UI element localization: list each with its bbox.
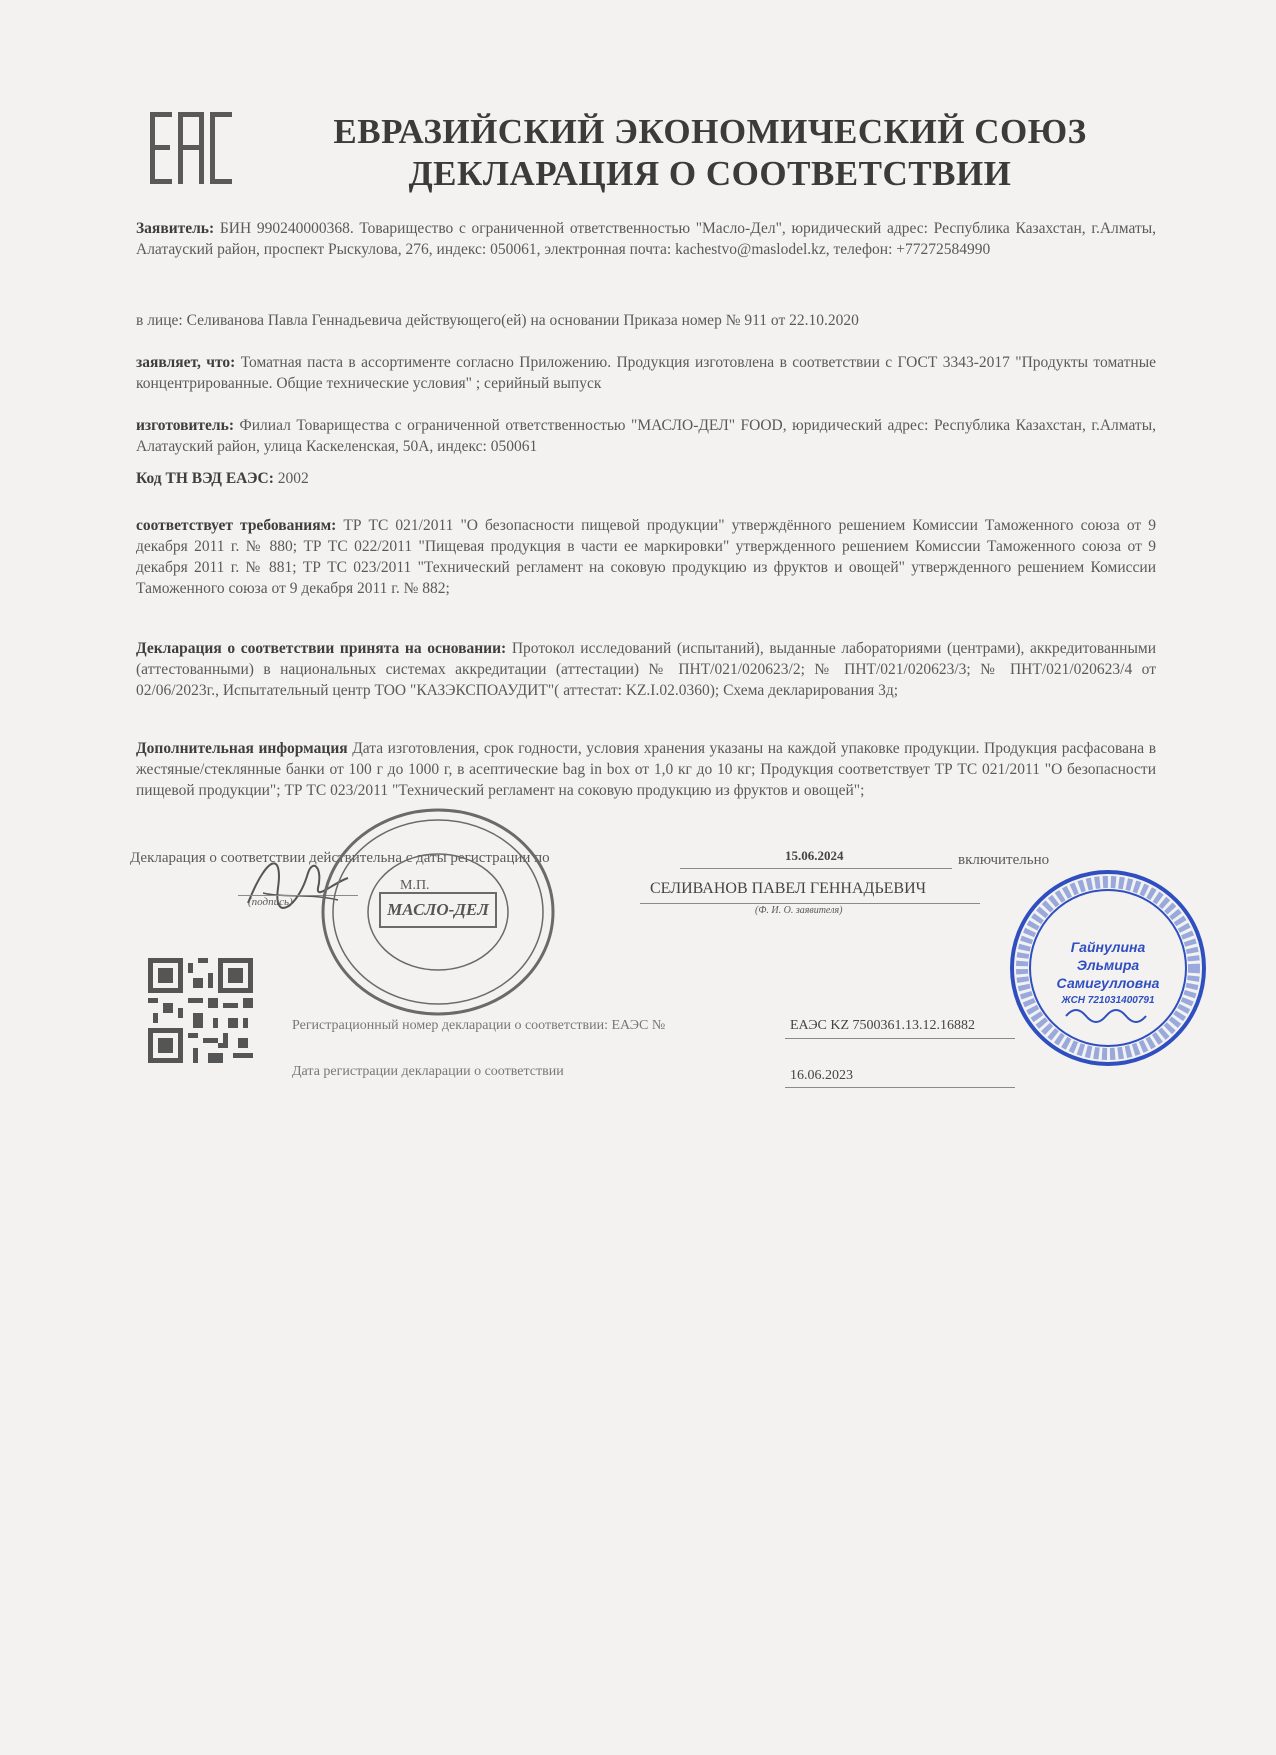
manufacturer-paragraph xyxy=(136,415,1156,457)
validity-prefix: Декларация о соответствии действительна с даты регистрации по xyxy=(130,850,550,866)
additional-text: Дата изготовления, срок годности, условия хранения указаны на каждой упаковке продукции. Продукция расфасована в жестяные/стеклянные банки от 100 г до 1000 г, в асептические bag in box от 1,0 кг до 10 кг; Продукция соответствует ТР ТС 021/2011 "О безопасности пищевой продукции"; ТР ТС 023/2011 "Технический регламент на соковую продукцию из фруктов и овощей"; xyxy=(136,740,1157,799)
compliance-paragraph xyxy=(136,515,1156,599)
qr-code-icon xyxy=(148,958,253,1063)
hs-code-value: 2002 xyxy=(277,470,309,487)
registration-number: ЕАЭС KZ 7500361.13.12.16882 xyxy=(790,1018,976,1033)
hs-code-label: Код ТН ВЭД ЕАЭС: xyxy=(136,470,274,487)
manufacturer-text: Филиал Товарищества с ограниченной ответственностью "МАСЛО-ДЕЛ" FOOD, юридический адрес: Республика Казахстан, г.Алматы, Алатауский район, улица Каскеленская, 50А, индекс: 050061 xyxy=(136,417,1156,455)
additional-paragraph xyxy=(136,738,1156,801)
applicant-text: БИН 990240000368. Товарищество с ограниченной ответственностью "Масло-Дел", юридический адрес: Республика Казахстан, г.Алматы, Алатауский район, проспект Рыскулова, 276, индекс: 050061, электронная почта: kachestvo@maslodel.kz, телефон: +77272584990 xyxy=(136,220,1157,258)
applicant-paragraph xyxy=(136,218,1156,260)
registration-number-label: Регистрационный номер декларации о соответствии: ЕАЭС № xyxy=(292,1018,666,1033)
notary-name-line1: Гайнулина xyxy=(1070,939,1146,955)
compliance-label: соответствует требованиям: xyxy=(136,517,337,534)
compliance-text: ТР ТС 021/2011 "О безопасности пищевой продукции" утверждённого решением Комиссии Таможенного союза от 9 декабря 2011 г. № 880; ТР ТС 022/2011 "Пищевая продукция в части ее маркировки" утвержденного решением Комиссии Таможенного союза от 9 декабря 2011 г. № 881; ТР ТС 023/2011 "Технический регламент на соковую продукцию из фруктов и овощей" утвержденного решением Комиссии Таможенного союза от 9 декабря 2011 г. № 882; xyxy=(136,517,1156,597)
basis-paragraph xyxy=(136,638,1156,701)
registration-date: 16.06.2023 xyxy=(790,1068,853,1083)
signer-name: СЕЛИВАНОВ ПАВЕЛ ГЕННАДЬЕВИЧ xyxy=(650,880,927,897)
signature-caption: (подпись) xyxy=(248,896,293,908)
company-seal xyxy=(318,805,558,1020)
declares-paragraph xyxy=(136,352,1156,394)
registration-date-label: Дата регистрации декларации о соответствии xyxy=(292,1064,564,1079)
represented-paragraph xyxy=(136,310,1156,331)
mp-label: М.П. xyxy=(400,878,430,893)
additional-label: Дополнительная информация xyxy=(136,740,348,757)
eac-logo-icon xyxy=(148,108,234,188)
manufacturer-label: изготовитель: xyxy=(136,417,234,434)
basis-label: Декларация о соответствии принята на основании: xyxy=(136,640,507,657)
declares-text: Томатная паста в ассортименте согласно Приложению. Продукция изготовлена в соответствии с ГОСТ 3343-2017 "Продукты томатные концентрированные. Общие технические условия" ; серийный выпуск xyxy=(136,354,1156,392)
declares-label: заявляет, что: xyxy=(136,354,236,371)
applicant-label: Заявитель: xyxy=(136,220,215,237)
signer-name-caption: (Ф. И. О. заявителя) xyxy=(755,905,843,916)
registration-date-line xyxy=(785,1087,1015,1088)
notary-name-line3: Самигулловна xyxy=(1056,975,1160,991)
notary-stamp xyxy=(1008,868,1208,1068)
basis-text: Протокол исследований (испытаний), выданные лабораториями (центрами), аккредитованными (аттестованными) в национальных системах аккредитации (аттестации) № ПНТ/021/020623/2; № ПНТ/021/020623/3; № ПНТ/021/020623/4 от 02/06/2023г., Испытательный центр ТОО "КАЗЭКСПОАУДИТ"( аттестат: KZ.I.02.0360); Схема декларирования 3д; xyxy=(136,640,1156,699)
signer-name-line xyxy=(640,903,980,904)
validity-suffix: включительно xyxy=(958,852,1050,868)
notary-id-line: ЖСН 721031400791 xyxy=(1061,995,1155,1006)
validity-date: 15.06.2024 xyxy=(785,848,844,863)
organization-title: ЕВРАЗИЙСКИЙ ЭКОНОМИЧЕСКИЙ СОЮЗ xyxy=(333,112,1087,151)
document-title: ДЕКЛАРАЦИЯ О СООТВЕТСТВИИ xyxy=(408,154,1012,193)
validity-date-line xyxy=(680,868,952,869)
notary-name-line2: Эльмира xyxy=(1076,957,1140,973)
represented-text: в лице: Селиванова Павла Геннадьевича действующего(ей) на основании Приказа номер № 911 от 22.10.2020 xyxy=(136,312,859,329)
registration-number-line xyxy=(785,1038,1015,1039)
company-seal-text: МАСЛО-ДЕЛ xyxy=(387,900,489,919)
hs-code-paragraph xyxy=(136,468,1156,489)
